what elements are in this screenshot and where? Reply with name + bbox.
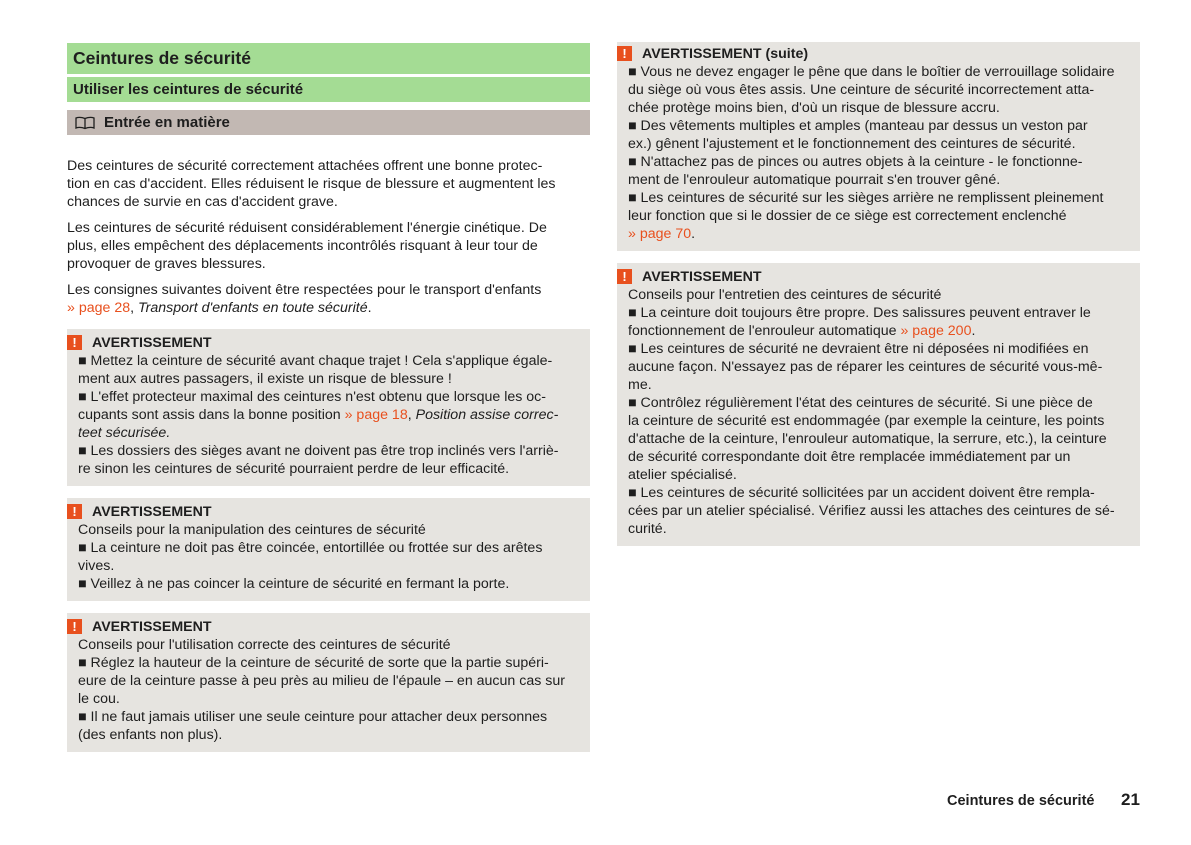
text-line: (des enfants non plus). [78, 727, 223, 743]
period: . [367, 300, 372, 316]
exclamation-icon: ! [617, 46, 632, 61]
text-line: leur fonction que si le dossier de ce siège est correctement enclenché [628, 208, 1067, 224]
intro-title: Entrée en matière [104, 114, 230, 131]
warning-header [617, 45, 1130, 62]
warning-header [617, 268, 1130, 285]
subsection-title: Utiliser les ceintures de sécurité [73, 81, 304, 98]
text-line: ■ Vous ne devez engager le pêne que dans le boîtier de verrouillage solidaire [628, 64, 1115, 80]
text-line: eure de la ceinture passe à peu près au milieu de l'épaule – en aucun cas sur [78, 673, 565, 689]
page-number: 21 [1121, 790, 1140, 809]
reference-title: Transport d'enfants en toute sécurité [138, 300, 368, 316]
intro-paragraph-1 [67, 157, 590, 211]
warning-box-5 [617, 263, 1140, 546]
right-column [617, 42, 1140, 546]
text-line: ment de l'enrouleur automatique pourrait s'en trouver gêné. [628, 172, 1001, 188]
text-line: atelier spécialisé. [628, 467, 737, 483]
text-line: ■ Il ne faut jamais utiliser une seule ceinture pour attacher deux personnes [78, 709, 548, 725]
warning-header [67, 503, 580, 520]
text-line: Conseils pour l'entretien des ceintures de sécurité [628, 287, 942, 303]
text-line: Les ceintures de sécurité réduisent considérablement l'énergie cinétique. De [67, 220, 547, 236]
warning-title: AVERTISSEMENT [92, 618, 212, 635]
exclamation-icon: ! [67, 335, 82, 350]
text-line: ■ Des vêtements multiples et amples (manteau par dessus un veston par [628, 118, 1088, 134]
text-line: tion en cas d'accident. Elles réduisent le risque de blessure et augmentent les [67, 176, 556, 192]
page-18-link[interactable]: » page 18 [344, 407, 408, 423]
text-line: Les consignes suivantes doivent être respectées pour le transport d'enfants [67, 282, 542, 298]
warning-box-1 [67, 329, 590, 486]
warning-title: AVERTISSEMENT [642, 268, 762, 285]
warning-title: AVERTISSEMENT [92, 334, 212, 351]
section-heading [67, 43, 590, 74]
text-line: re sinon les ceintures de sécurité pourraient perdre de leur efficacité. [78, 461, 510, 477]
text-line: plus, elles empêchent des déplacements incontrôlés risquant à leur tour de [67, 238, 538, 254]
page-28-link[interactable]: » page 28 [67, 300, 131, 316]
text-line: le cou. [78, 691, 120, 707]
text-line: Conseils pour la manipulation des ceintures de sécurité [78, 522, 426, 538]
text-line: la ceinture de sécurité est endommagée (par exemple la ceinture, les points [628, 413, 1105, 429]
text-line: ■ Les ceintures de sécurité sollicitées par un accident doivent être rempla- [628, 485, 1095, 501]
text-line: chances de survie en cas d'accident grave. [67, 194, 338, 210]
text-line: me. [628, 377, 652, 393]
text-line: du siège où vous êtes assis. Une ceinture de sécurité incorrectement atta- [628, 82, 1095, 98]
text-line: ■ Les ceintures de sécurité sur les sièges arrière ne remplissent pleinement [628, 190, 1104, 206]
separator: , [407, 407, 416, 423]
text-line: ■ Contrôlez régulièrement l'état des ceintures de sécurité. Si une pièce de [628, 395, 1093, 411]
text-line: Des ceintures de sécurité correctement attachées offrent une bonne protec- [67, 158, 543, 174]
text-line: ■ Réglez la hauteur de la ceinture de sécurité de sorte que la partie supéri- [78, 655, 549, 671]
text-line: aucune façon. N'essayez pas de réparer les ceintures de sécurité vous-mê- [628, 359, 1103, 375]
page-70-link[interactable]: » page 70 [628, 226, 692, 242]
intro-paragraph-3 [67, 281, 590, 317]
reference-title: Position assise correc- [415, 407, 559, 423]
text-line: d'attache de la ceinture, l'enrouleur automatique, la serrure, etc.), la ceinture [628, 431, 1107, 447]
text-line: ex.) gênent l'ajustement et le fonctionnement des ceintures de sécurité. [628, 136, 1076, 152]
section-title: Ceintures de sécurité [73, 48, 251, 68]
separator: , [130, 300, 139, 316]
text-line: ■ La ceinture doit toujours être propre. Des salissures peuvent entraver le [628, 305, 1091, 321]
warning-box-continued [617, 42, 1140, 251]
left-column [67, 43, 590, 752]
text-line: ■ Les ceintures de sécurité ne devraient être ni déposées ni modifiées en [628, 341, 1089, 357]
text-line: de sécurité correspondante doit être remplacée immédiatement par un [628, 449, 1071, 465]
period: . [691, 226, 696, 242]
text-line: ment aux autres passagers, il existe un risque de blessure ! [78, 371, 452, 387]
text-segment: cupants sont assis dans la bonne position [78, 407, 345, 423]
text-segment: fonctionnement de l'enrouleur automatique [628, 323, 901, 339]
text-line: ■ Les dossiers des sièges avant ne doivent pas être trop inclinés vers l'arriè- [78, 443, 559, 459]
warning-header [67, 618, 580, 635]
text-line: curité. [628, 521, 667, 537]
warning-title: AVERTISSEMENT (suite) [642, 45, 809, 62]
subsection-heading [67, 77, 590, 102]
warning-title: AVERTISSEMENT [92, 503, 212, 520]
warning-box-3 [67, 613, 590, 752]
page-200-link[interactable]: » page 200 [900, 323, 972, 339]
period: . [971, 323, 976, 339]
text-line: cées par un atelier spécialisé. Vérifiez aussi les attaches des ceintures de sé- [628, 503, 1115, 519]
intro-heading [67, 110, 590, 135]
text-line: chée protège moins bien, d'où un risque de blessure accru. [628, 100, 1000, 116]
book-icon [75, 116, 95, 130]
text-line: ■ Veillez à ne pas coincer la ceinture de sécurité en fermant la porte. [78, 576, 510, 592]
text-line: ■ L'effet protecteur maximal des ceintures n'est obtenu que lorsque les oc- [78, 389, 546, 405]
text-line: provoquer de graves blessures. [67, 256, 266, 272]
exclamation-icon: ! [67, 619, 82, 634]
exclamation-icon: ! [67, 504, 82, 519]
reference-title: teet sécurisée [78, 425, 167, 441]
exclamation-icon: ! [617, 269, 632, 284]
period: . [166, 425, 171, 441]
text-line: ■ La ceinture ne doit pas être coincée, entortillée ou frottée sur des arêtes [78, 540, 543, 556]
text-line: vives. [78, 558, 115, 574]
text-line: ■ N'attachez pas de pinces ou autres objets à la ceinture - le fonctionne- [628, 154, 1083, 170]
warning-box-2 [67, 498, 590, 601]
intro-paragraph-2 [67, 219, 590, 273]
footer-chapter-title: Ceintures de sécurité [947, 793, 1095, 809]
warning-header [67, 334, 580, 351]
text-line: ■ Mettez la ceinture de sécurité avant chaque trajet ! Cela s'applique égale- [78, 353, 553, 369]
text-line: Conseils pour l'utilisation correcte des ceintures de sécurité [78, 637, 451, 653]
